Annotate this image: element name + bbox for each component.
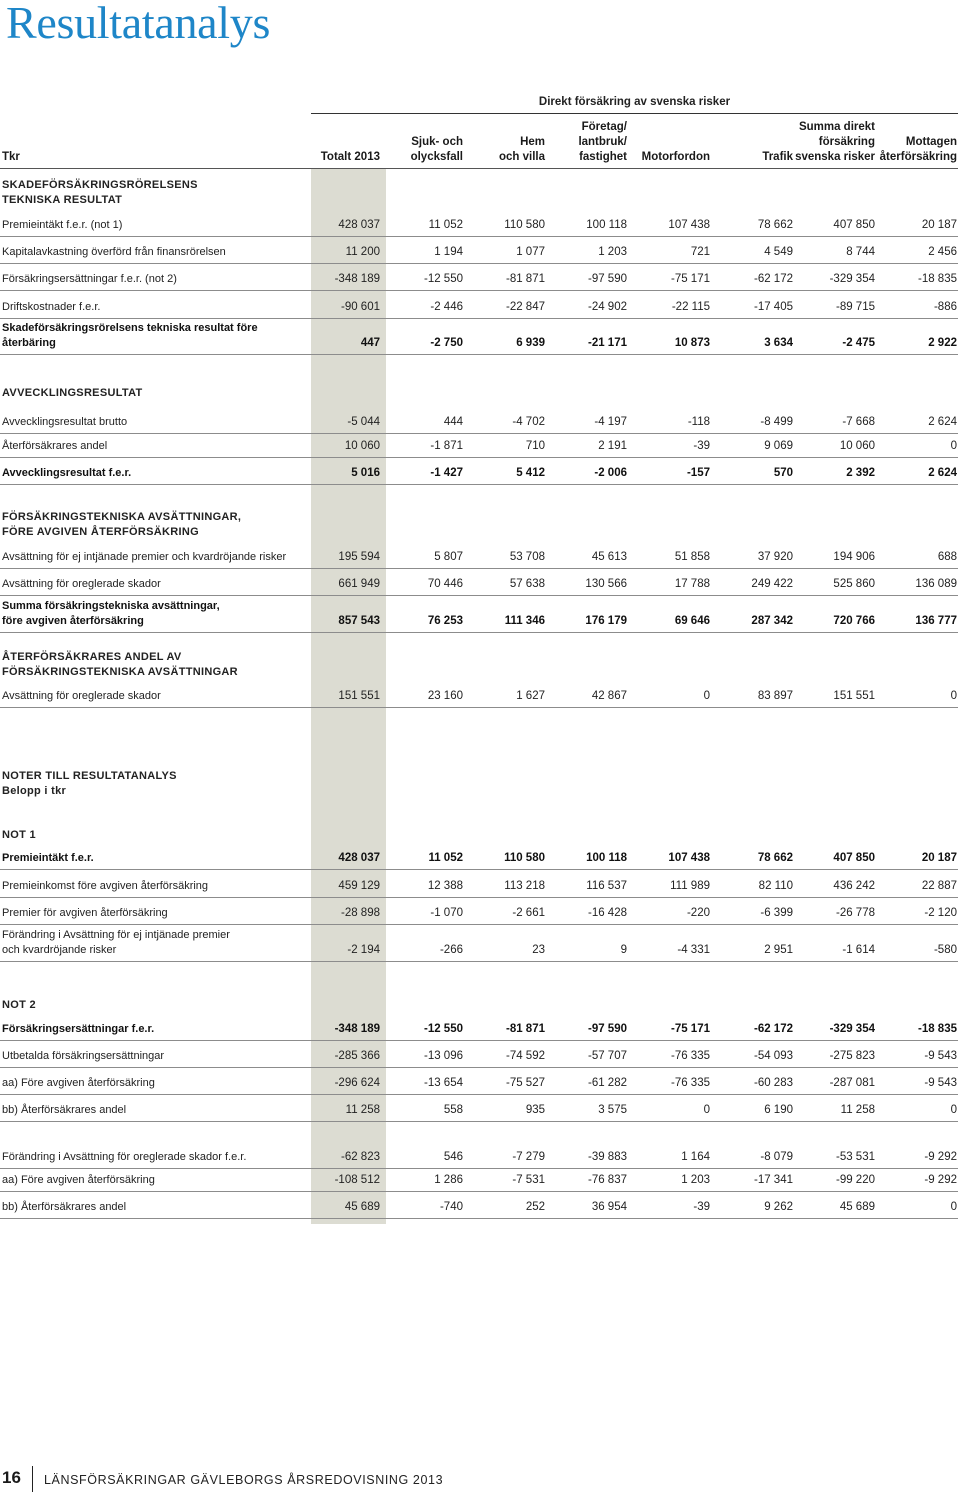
total-row [0,441,960,481]
cell-col-4: -24 902 [587,301,627,313]
cell-col-7: 2 392 [846,467,875,479]
cell-col-7: -1 614 [842,944,875,956]
cell-col-1: 857 543 [338,615,380,627]
cell-col-8: 20 187 [921,219,957,231]
cell-col-8: 2 922 [928,337,957,349]
column-group-rule [311,113,958,114]
cell-col-1: 428 037 [338,219,380,231]
cell-col-2: -1 871 [430,440,463,452]
table-row [0,552,960,592]
cell-col-1: 11 258 [345,1104,380,1116]
cell-col-3: 110 580 [504,219,545,231]
cell-col-7: 151 551 [833,690,875,702]
footer-divider [32,1466,33,1492]
cell-col-2: -2 750 [430,337,463,349]
section-label: AVVECKLINGSRESULTAT [2,387,143,399]
cell-col-6: 9 262 [764,1201,793,1213]
cell-col-4: 36 954 [591,1201,627,1213]
cell-col-7: 407 850 [833,852,875,864]
cell-col-2: 1 286 [434,1174,463,1186]
cell-col-3: 53 708 [509,551,545,563]
cell-col-2: 5 807 [434,551,463,563]
row-rule [0,484,958,485]
cell-col-6: -8 079 [760,1151,793,1163]
cell-col-2: 546 [443,1151,463,1163]
cell-col-7: -2 475 [842,337,875,349]
cell-col-2: 11 052 [428,219,463,231]
cell-col-4: 176 179 [585,615,627,627]
cell-col-3: 111 346 [504,615,545,627]
cell-col-4: -39 883 [587,1151,627,1163]
cell-col-6: 2 951 [764,944,793,956]
cell-col-7: -7 668 [842,416,875,428]
cell-col-4: -97 590 [587,273,627,285]
cell-col-5: 1 164 [681,1151,710,1163]
cell-col-5: -4 331 [677,944,710,956]
cell-col-7: 10 060 [839,440,875,452]
cell-col-6: 78 662 [757,852,793,864]
cell-col-8: -9 543 [924,1077,957,1089]
cell-col-3: 1 627 [516,690,545,702]
cell-col-3: -7 279 [512,1151,545,1163]
cell-col-7: -53 531 [835,1151,875,1163]
cell-col-1: -108 512 [334,1174,380,1186]
cell-col-7: -26 778 [835,907,875,919]
cell-col-1: 459 129 [338,880,380,892]
cell-col-1: 661 949 [338,578,380,590]
cell-col-5: 721 [690,246,710,258]
cell-col-5: -118 [687,416,710,428]
cell-col-1: -2 194 [347,944,380,956]
cell-col-3: 5 412 [516,467,545,479]
cell-col-4: 45 613 [591,551,627,563]
cell-col-7: 436 242 [833,880,875,892]
cell-col-1: -285 366 [334,1050,380,1062]
cell-col-3: 935 [525,1104,545,1116]
row-label: Försäkringsersättningar f.e.r. [2,1023,155,1035]
cell-col-5: -39 [693,440,710,452]
table-row [0,275,960,315]
cell-col-1: 45 689 [344,1201,380,1213]
cell-col-3: 1 077 [516,246,545,258]
cell-col-4: 42 867 [591,690,627,702]
cell-col-3: -74 592 [505,1050,545,1062]
cell-col-6: 82 110 [758,880,793,892]
cell-col-2: -2 446 [430,301,463,313]
cell-col-6: -6 399 [760,907,793,919]
cell-col-3: 110 580 [504,852,545,864]
cell-col-5: -157 [686,467,710,479]
cell-col-3: -81 871 [505,273,545,285]
cell-col-7: -329 354 [829,273,875,285]
cell-col-7: -275 823 [829,1050,875,1062]
row-label: Driftskostnader f.e.r. [2,301,101,313]
cell-col-2: -266 [439,944,463,956]
table-row [0,1078,960,1118]
cell-col-6: 37 920 [757,551,793,563]
section-label: NOTER TILL RESULTATANALYS Belopp i tkr [2,770,177,797]
row-rule [0,1121,958,1122]
cell-col-2: -12 550 [423,273,463,285]
cell-col-4: -57 707 [587,1050,627,1062]
table-row [0,918,960,958]
cell-col-5: 69 646 [674,615,710,627]
cell-col-3: -81 871 [505,1023,545,1035]
cell-col-2: 76 253 [427,615,463,627]
cell-col-5: 10 873 [674,337,710,349]
cell-col-6: 287 342 [751,615,793,627]
cell-col-2: 1 194 [434,246,463,258]
cell-col-8: -9 292 [924,1174,957,1186]
cell-col-1: -348 189 [334,273,380,285]
page-title: Resultatanalys [6,0,271,48]
row-rule [0,354,958,355]
column-header-5: Motorfordon [641,151,710,163]
row-label: Utbetalda försäkringsersättningar [2,1050,165,1062]
row-label: Premieintäkt f.e.r. [2,852,94,864]
cell-col-7: -329 354 [829,1023,875,1035]
cell-col-8: 0 [950,690,957,702]
cell-col-4: -76 837 [587,1174,627,1186]
cell-col-5: 1 203 [681,1174,710,1186]
row-label: Förändring i Avsättning för ej intjänade premier och kvardröjande risker [2,929,230,956]
cell-col-4: 130 566 [585,578,627,590]
row-rule [0,1218,958,1219]
cell-col-8: -2 120 [924,907,957,919]
row-label: Premieintäkt f.e.r. (not 1) [2,219,123,231]
cell-col-7: 45 689 [839,1201,875,1213]
cell-col-6: 78 662 [757,219,793,231]
cell-col-6: -8 499 [760,416,793,428]
cell-col-8: 136 777 [915,615,957,627]
footer-text: LÄNSFÖRSÄKRINGAR GÄVLEBORGS ÅRSREDOVISNING 2013 [44,1473,444,1487]
cell-col-4: 9 [620,944,627,956]
cell-col-2: 444 [443,416,463,428]
cell-col-4: 1 203 [598,246,627,258]
cell-col-6: -62 172 [753,1023,793,1035]
cell-col-8: -9 543 [924,1050,957,1062]
cell-col-1: -296 624 [334,1077,380,1089]
table-row [0,881,960,921]
cell-col-8: 0 [950,1201,957,1213]
cell-col-5: 0 [703,1104,710,1116]
cell-col-3: 23 [532,944,545,956]
table-row [0,1175,960,1215]
column-header-tkr: Tkr [2,151,20,163]
cell-col-4: 100 118 [586,852,627,864]
cell-col-7: 407 850 [833,219,875,231]
cell-col-3: 6 939 [516,337,545,349]
cell-col-1: 447 [360,337,380,349]
cell-col-2: -1 070 [430,907,463,919]
column-header-1: Totalt 2013 [320,151,380,163]
row-label: bb) Återförsäkrares andel [2,1104,127,1116]
cell-col-6: -17 405 [753,301,793,313]
cell-col-2: -1 427 [430,467,463,479]
cell-col-7: 720 766 [833,615,875,627]
row-label: Premieinkomst före avgiven återförsäkring [2,880,209,892]
cell-col-5: -220 [686,907,710,919]
cell-col-2: 11 052 [428,852,463,864]
cell-col-3: -7 531 [512,1174,545,1186]
cell-col-5: -75 171 [670,273,710,285]
cell-col-5: 111 989 [670,880,710,892]
column-header-8: Mottagen återförsäkring [879,136,957,163]
cell-col-3: 113 218 [504,880,545,892]
cell-col-1: -5 044 [347,416,380,428]
cell-col-2: -13 096 [423,1050,463,1062]
cell-col-4: -97 590 [587,1023,627,1035]
cell-col-6: 9 069 [764,440,793,452]
cell-col-7: -287 081 [829,1077,875,1089]
cell-col-2: 12 388 [427,880,463,892]
cell-col-5: 107 438 [668,219,710,231]
cell-col-6: 3 634 [764,337,793,349]
cell-col-8: 136 089 [915,578,957,590]
section-label: ÅTERFÖRSÄKRARES ANDEL AV FÖRSÄKRINGSTEKNISKA AVSÄTTNINGAR [2,651,238,678]
cell-col-7: 8 744 [846,246,875,258]
column-header-3: Hem och villa [498,136,545,163]
cell-col-1: 428 037 [338,852,380,864]
row-rule [0,707,958,708]
column-header-2: Sjuk- och olycksfall [410,136,463,163]
cell-col-3: -22 847 [505,301,545,313]
cell-col-4: -2 006 [594,467,627,479]
cell-col-1: 195 594 [338,551,380,563]
row-label: Avsättning för ej intjänade premier och kvardröjande risker [2,551,287,563]
cell-col-4: 3 575 [598,1104,627,1116]
row-label: aa) Före avgiven återförsäkring [2,1077,155,1089]
cell-col-3: -2 661 [512,907,545,919]
cell-col-8: 22 887 [921,880,957,892]
cell-col-4: -16 428 [587,907,627,919]
cell-col-6: 4 549 [764,246,793,258]
cell-col-6: -62 172 [753,273,793,285]
cell-col-1: 151 551 [338,690,380,702]
cell-col-5: 17 788 [674,578,710,590]
cell-col-2: 23 160 [427,690,463,702]
cell-col-3: 57 638 [509,578,545,590]
cell-col-1: -62 823 [340,1151,380,1163]
cell-col-8: -18 835 [917,1023,957,1035]
cell-col-8: 20 187 [921,852,957,864]
row-label: Försäkringsersättningar f.e.r. (not 2) [2,273,177,285]
column-group-label: Direkt försäkring av svenska risker [538,96,731,108]
cell-col-4: 100 118 [586,219,627,231]
section-label: NOT 1 [2,829,36,841]
cell-col-6: 249 422 [751,578,793,590]
page-number: 16 [2,1468,21,1487]
row-label: Premier för avgiven återförsäkring [2,907,168,919]
cell-col-3: 252 [525,1201,545,1213]
row-label: Förändring i Avsättning för oreglerade skador f.e.r. [2,1151,247,1163]
row-label: Avsättning för oreglerade skador [2,578,161,590]
cell-col-4: 2 191 [598,440,627,452]
cell-col-8: -580 [933,944,957,956]
cell-col-3: 710 [525,440,545,452]
cell-col-7: 194 906 [833,551,875,563]
column-header-6: Trafik [762,151,793,163]
cell-col-8: 0 [950,1104,957,1116]
cell-col-6: 6 190 [764,1104,793,1116]
row-label: Kapitalavkastning överförd från finansrörelsen [2,246,226,258]
row-rule [0,632,958,633]
column-header-7: Summa direkt försäkring svenska risker [795,121,875,163]
cell-col-4: -21 171 [587,337,627,349]
cell-col-1: 10 060 [344,440,380,452]
cell-col-6: 570 [773,467,793,479]
cell-col-5: -76 335 [670,1050,710,1062]
cell-col-4: -4 197 [594,416,627,428]
cell-col-8: 2 624 [928,416,957,428]
cell-col-7: 525 860 [833,578,875,590]
cell-col-5: 0 [703,690,710,702]
cell-col-2: 70 446 [427,578,463,590]
cell-col-6: -17 341 [753,1174,793,1186]
cell-col-7: 11 258 [840,1104,875,1116]
cell-col-7: -99 220 [835,1174,875,1186]
cell-col-1: 11 200 [345,246,380,258]
row-label: Summa försäkringstekniska avsättningar, före avgiven återförsäkring [2,600,220,627]
cell-col-8: -18 835 [917,273,957,285]
cell-col-8: 688 [937,551,957,563]
row-label: Avvecklingsresultat f.e.r. [2,467,132,479]
row-label: Återförsäkrares andel [2,440,108,452]
cell-col-5: 107 438 [668,852,710,864]
cell-col-2: 558 [443,1104,463,1116]
row-label: aa) Före avgiven återförsäkring [2,1174,155,1186]
cell-col-8: -886 [933,301,957,313]
cell-col-2: -12 550 [423,1023,463,1035]
cell-col-8: 0 [950,440,957,452]
cell-col-8: -9 292 [924,1151,957,1163]
column-header-4: Företag/ lantbruk/ fastighet [578,121,627,163]
row-label: bb) Återförsäkrares andel [2,1201,127,1213]
cell-col-6: 83 897 [757,690,793,702]
cell-col-1: -90 601 [340,301,380,313]
cell-col-1: -28 898 [340,907,380,919]
section-label: NOT 2 [2,999,36,1011]
cell-col-4: 116 537 [586,880,627,892]
cell-col-6: -54 093 [753,1050,793,1062]
cell-col-6: -60 283 [753,1077,793,1089]
table-row [0,664,960,704]
cell-col-4: -61 282 [587,1077,627,1089]
cell-col-2: -13 654 [423,1077,463,1089]
cell-col-8: 2 624 [928,467,957,479]
cell-col-5: -76 335 [670,1077,710,1089]
row-label: Skadeförsäkringsrörelsens tekniska resultat före återbäring [2,322,258,349]
cell-col-1: 5 016 [351,467,380,479]
row-label: Avvecklingsresultat brutto [2,416,128,428]
cell-col-7: -89 715 [835,301,875,313]
cell-col-5: 51 858 [674,551,710,563]
cell-col-5: -22 115 [671,301,710,313]
total-row [0,589,960,629]
row-rule [0,961,958,962]
row-label: Avsättning för oreglerade skador [2,690,161,702]
cell-col-2: -740 [439,1201,463,1213]
section-label: SKADEFÖRSÄKRINGSRÖRELSENS TEKNISKA RESULTAT [2,179,198,206]
cell-col-3: -4 702 [512,416,545,428]
cell-col-3: -75 527 [505,1077,545,1089]
cell-col-5: -75 171 [670,1023,710,1035]
cell-col-1: -348 189 [334,1023,380,1035]
total-row [0,311,960,351]
cell-col-5: -39 [693,1201,710,1213]
section-label: FÖRSÄKRINGSTEKNISKA AVSÄTTNINGAR, FÖRE AVGIVEN ÅTERFÖRSÄKRING [2,511,242,538]
cell-col-8: 2 456 [928,246,957,258]
section-heading [0,759,960,799]
